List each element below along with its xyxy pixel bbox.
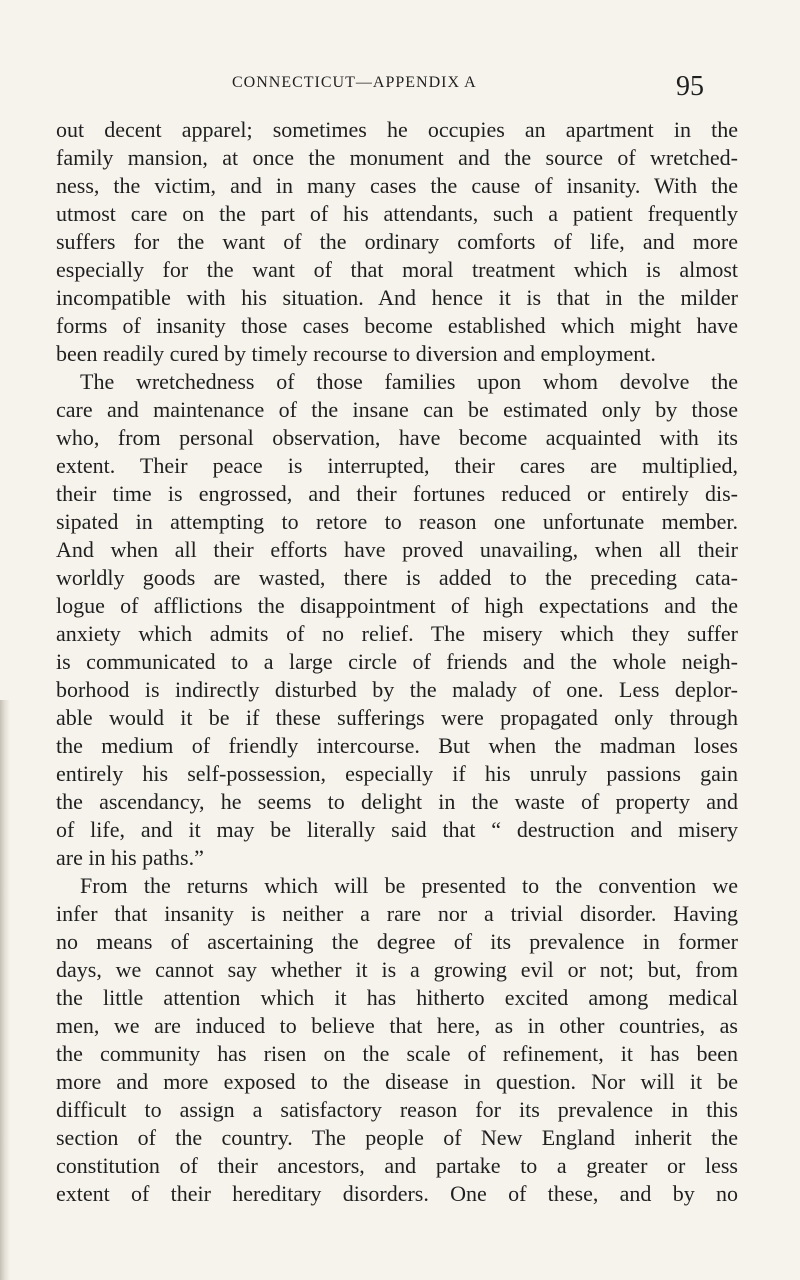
text-line: who, from personal observation, have become acquainted with its [56,425,738,450]
text-line: the little attention which it has hitherto excited among medical [56,985,738,1010]
text-line: men, we are induced to believe that here, as in other countries, as [56,1013,738,1038]
text-line: anxiety which admits of no relief. The misery which they suffer [56,621,738,646]
text-line: care and maintenance of the insane can be estimated only by those [56,397,738,422]
text-line: incompatible with his situation. And hence it is that in the milder [56,285,738,310]
text-line: section of the country. The people of New England inherit the [56,1125,738,1150]
text-line: worldly goods are wasted, there is added to the preceding cata- [56,565,738,590]
text-line: more and more exposed to the disease in question. Nor will it be [56,1069,738,1094]
text-line: forms of insanity those cases become established which might have [56,313,738,338]
text-line: the community has risen on the scale of refinement, it has been [56,1041,738,1066]
text-line: extent. Their peace is interrupted, their cares are multiplied, [56,453,738,478]
text-line: infer that insanity is neither a rare nor a trivial disorder. Having [56,901,738,926]
text-line: utmost care on the part of his attendants, such a patient frequently [56,201,738,226]
text-line: ness, the victim, and in many cases the cause of insanity. With the [56,173,738,198]
paragraph-start-line: The wretchedness of those families upon whom devolve the [80,369,738,394]
text-line: days, we cannot say whether it is a growing evil or not; but, from [56,957,738,982]
text-line: their time is engrossed, and their fortunes reduced or entirely dis- [56,481,738,506]
text-line: And when all their efforts have proved unavailing, when all their [56,537,738,562]
text-line: sipated in attempting to retore to reason one unfortunate member. [56,509,738,534]
text-line: borhood is indirectly disturbed by the malady of one. Less deplor- [56,677,738,702]
text-line: the medium of friendly intercourse. But when the madman loses [56,733,738,758]
page-edge-shadow [0,700,10,1280]
text-line: difficult to assign a satisfactory reason for its prevalence in this [56,1097,738,1122]
text-line: out decent apparel; sometimes he occupies an apartment in the [56,117,738,142]
body-text [56,116,738,1208]
text-line: is communicated to a large circle of friends and the whole neigh- [56,649,738,674]
text-line: the ascendancy, he seems to delight in the waste of property and [56,789,738,814]
text-line: constitution of their ancestors, and partake to a greater or less [56,1153,738,1178]
text-line: extent of their hereditary disorders. One of these, and by no [56,1181,738,1206]
text-line: logue of afflictions the disappointment of high expectations and the [56,593,738,618]
text-line: been readily cured by timely recourse to diversion and employment. [56,341,656,366]
text-line: are in his paths.” [56,845,204,870]
page-number: 95 [676,71,704,102]
text-line: able would it be if these sufferings were propagated only through [56,705,738,730]
running-head: CONNECTICUT—APPENDIX A [232,74,477,91]
text-line: especially for the want of that moral treatment which is almost [56,257,738,282]
text-line: of life, and it may be literally said that “ destruction and misery [56,817,738,842]
text-line: no means of ascertaining the degree of its prevalence in former [56,929,738,954]
text-line: entirely his self-possession, especially if his unruly passions gain [56,761,738,786]
text-line: family mansion, at once the monument and the source of wretched- [56,145,738,170]
text-line: suffers for the want of the ordinary comforts of life, and more [56,229,738,254]
paragraph-start-line: From the returns which will be presented to the convention we [80,873,738,898]
